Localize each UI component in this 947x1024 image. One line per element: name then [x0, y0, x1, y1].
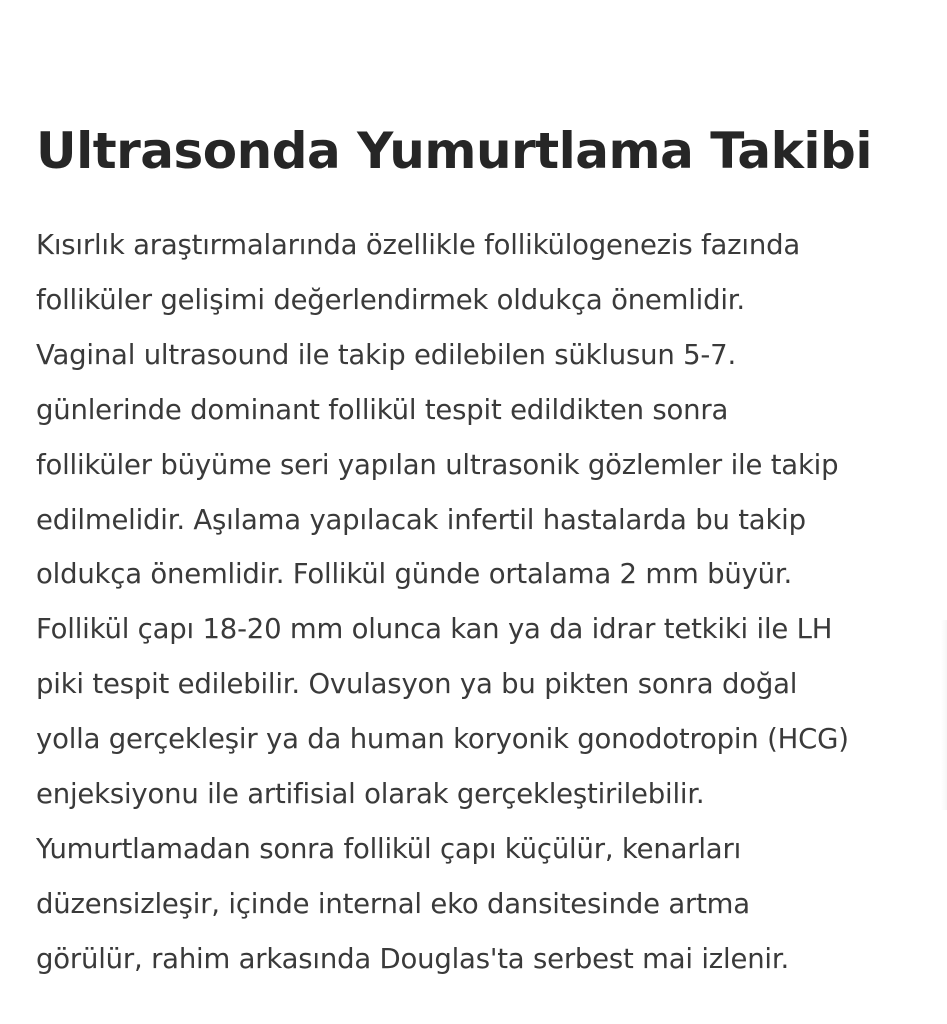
- article-body-line: folliküler gelişimi değerlendirmek oldukça önemlidir.: [36, 283, 745, 316]
- article-body-line: Vaginal ultrasound ile takip edilebilen süklusun 5-7.: [36, 338, 736, 371]
- article-body-line: Yumurtlamadan sonra follikül çapı küçülür, kenarları: [36, 832, 742, 865]
- scroll-edge-shadow: [941, 620, 947, 810]
- article-body-line: düzensizleşir, içinde internal eko dansitesinde artma: [36, 887, 750, 920]
- article-body-line: Follikül çapı 18-20 mm olunca kan ya da idrar tetkiki ile LH: [36, 613, 833, 646]
- article-body-line: piki tespit edilebilir. Ovulasyon ya bu pikten sonra doğal: [36, 668, 798, 701]
- article-body-line: Kısırlık araştırmalarında özellikle follikülogenezis fazında: [36, 229, 800, 261]
- article-body-line: yolla gerçekleşir ya da human koryonik gonodotropin (HCG): [36, 723, 849, 756]
- article-body-line: görülür, rahim arkasında Douglas'ta serbest mai izlenir.: [36, 942, 789, 975]
- article-body-line: günlerinde dominant follikül tespit edildikten sonra: [36, 393, 729, 426]
- article-body-line: oldukça önemlidir. Follikül günde ortalama 2 mm büyür.: [36, 558, 793, 591]
- article-body: [36, 218, 941, 987]
- article-body-line: enjeksiyonu ile artifisial olarak gerçekleştirilebilir.: [36, 778, 705, 811]
- article-body-line: folliküler büyüme seri yapılan ultrasonik gözlemler ile takip: [36, 448, 839, 481]
- article-body-line: edilmelidir. Aşılama yapılacak infertil hastalarda bu takip: [36, 503, 806, 536]
- article-title: Ultrasonda Yumurtlama Takibi: [36, 122, 872, 180]
